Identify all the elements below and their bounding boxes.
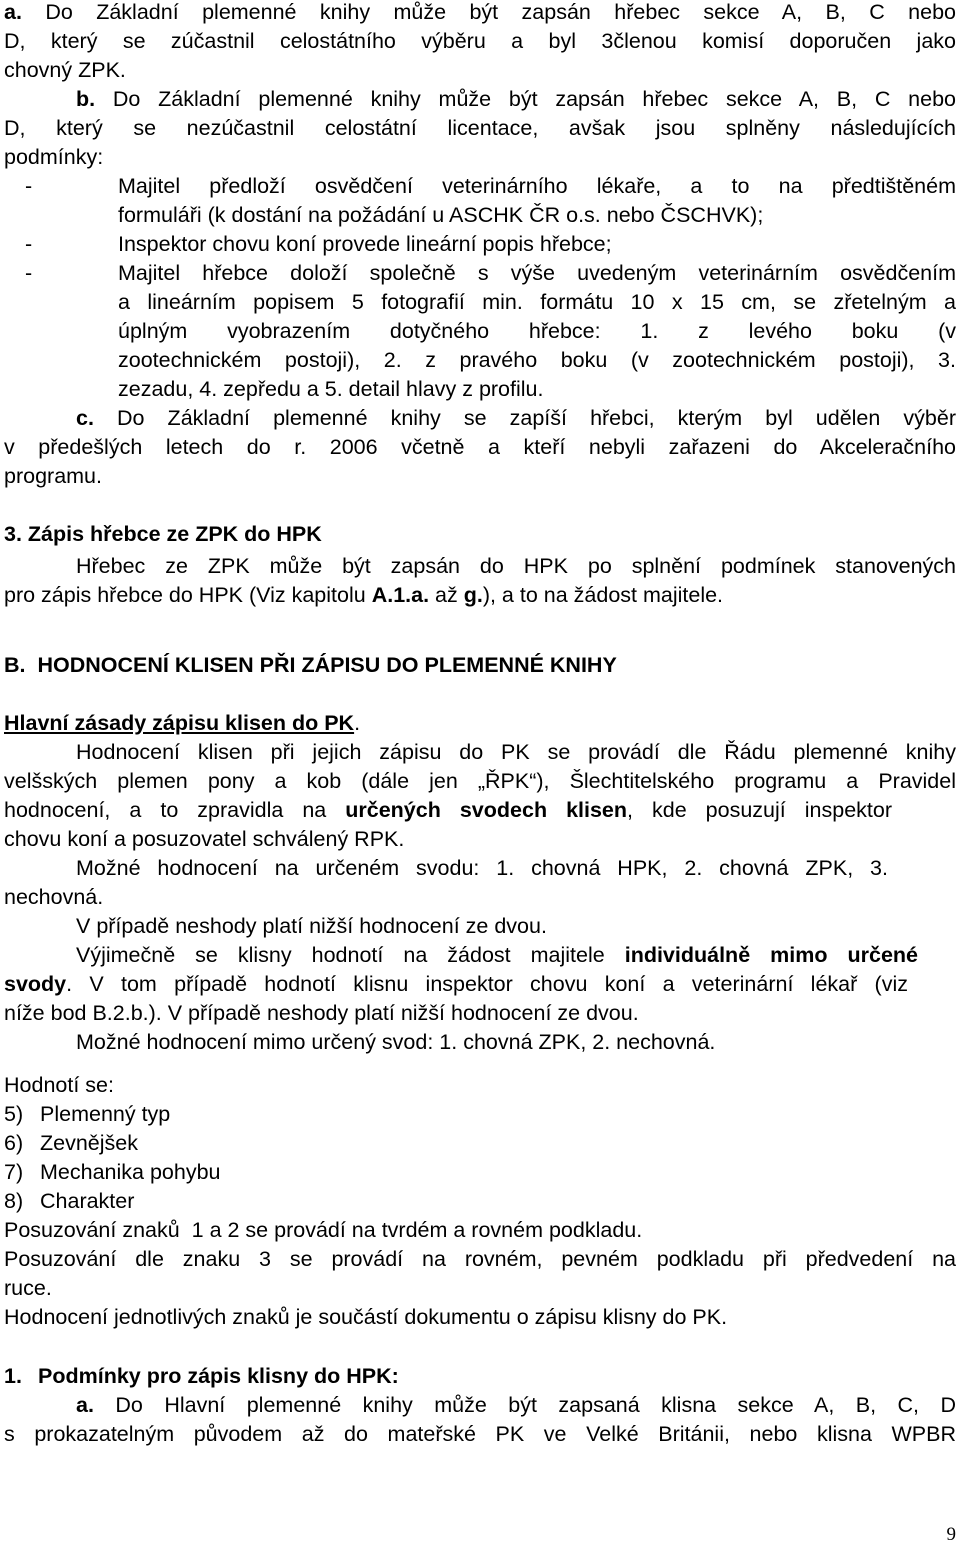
- page-number: 9: [946, 1524, 956, 1545]
- podminky-a-line-2: s prokazatelným původem až do mateřské PK ve Velké Británii, nebo klisna WPBR: [4, 1422, 956, 1446]
- hlavni-p4-line-3: níže bod B.2.b.). V případě neshody platí nižší hodnocení ze dvou.: [4, 1001, 639, 1025]
- podminky-heading: Podmínky pro zápis klisny do HPK:: [38, 1364, 399, 1388]
- zapis-line-2: pro zápis hřebce do HPK (Viz kapitolu A.1.a. až g.), a to na žádost majitele.: [4, 583, 724, 607]
- section-b-line-2: D, který se nezúčastnil celostátní licentace, avšak jsou splněny následujících: [4, 116, 956, 140]
- section-c-line-1: c. Do Základní plemenné knihy se zapíší hřebci, kterým byl udělen výběr: [76, 406, 956, 430]
- list-item-number: 6): [4, 1131, 24, 1155]
- hlavni-p1-line-2: velšských plemen pony a kob (dále jen „ŘPK“), Šlechtitelského programu a Pravidel: [4, 769, 956, 793]
- section-c-marker: c.: [76, 406, 94, 430]
- section-a-line-2: D, který se zúčastnil celostátního výběru a byl 3členou komisí doporučen jako: [4, 29, 956, 53]
- posuzovani-line-3: ruce.: [4, 1276, 52, 1300]
- list-item-3-line-2: a lineárním popisem 5 fotografií min. formátu 10 x 15 cm, se zřetelným a: [118, 290, 956, 314]
- list-dash: -: [25, 261, 33, 285]
- section-a-line-3: chovný ZPK.: [4, 58, 126, 82]
- list-item-1-line-2: formuláři (k dostání na požádání u ASCHK ČR o.s. nebo ČSCHVK);: [118, 203, 764, 227]
- hodnoceni-line: Hodnocení jednotlivých znaků je součástí dokumentu o zápisu klisny do PK.: [4, 1305, 728, 1329]
- list-item-label: Zevnějšek: [40, 1131, 138, 1155]
- hlavni-p4-line-2: svody. V tom případě hodnotí klisnu inspektor chovu koní a veterinární lékař (viz: [4, 972, 908, 996]
- section-b-line-3: podmínky:: [4, 145, 104, 169]
- hlavni-p2-line-1: Možné hodnocení na určeném svodu: 1. chovná HPK, 2. chovná ZPK, 3.: [76, 856, 888, 880]
- section-c-line-2: v předešlých letech do r. 2006 včetně a kteří nebyli zařazeni do Akceleračního: [4, 435, 956, 459]
- section-b-marker: b.: [76, 87, 96, 111]
- list-item-3-line-1: Majitel hřebce doloží společně s výše uvedeným veterinárním osvědčením: [118, 261, 956, 285]
- podminky-a-marker: a.: [76, 1393, 94, 1417]
- section-b-heading: B. HODNOCENÍ KLISEN PŘI ZÁPISU DO PLEMENNÉ KNIHY: [4, 653, 617, 677]
- list-item-2-line-1: Inspektor chovu koní provede lineární popis hřebce;: [118, 232, 612, 256]
- list-item-number: 8): [4, 1189, 24, 1213]
- zapis-line-1: Hřebec ze ZPK může být zapsán do HPK po splnění podmínek stanovených: [76, 554, 956, 578]
- hlavni-p4-line-1: Výjimečně se klisny hodnotí na žádost majitele individuálně mimo určené: [76, 943, 918, 967]
- hlavni-p1-line-3: hodnocení, a to zpravidla na určených svodech klisen, kde posuzují inspektor: [4, 798, 892, 822]
- hlavni-p3-line-1: V případě neshody platí nižší hodnocení ze dvou.: [76, 914, 547, 938]
- section-c-line-3: programu.: [4, 464, 102, 488]
- list-item-number: 5): [4, 1102, 24, 1126]
- section-a-line-1: a. Do Základní plemenné knihy může být zapsán hřebec sekce A, B, C nebo: [4, 0, 956, 24]
- section-a-marker: a.: [4, 0, 22, 24]
- list-dash: -: [25, 232, 33, 256]
- list-item-number: 7): [4, 1160, 24, 1184]
- podminky-heading-number: 1.: [4, 1364, 22, 1388]
- list-dash: -: [25, 174, 33, 198]
- hlavni-p5-line-1: Možné hodnocení mimo určený svod: 1. chovná ZPK, 2. nechovná.: [76, 1030, 716, 1054]
- hodnoti-intro: Hodnotí se:: [4, 1073, 114, 1097]
- zapis-heading: 3. Zápis hřebce ze ZPK do HPK: [4, 522, 322, 546]
- list-item-3-line-3: úplným vyobrazením dotyčného hřebce: 1. z levého boku (v: [118, 319, 956, 343]
- list-item-3-line-4: zootechnickém postoji), 2. z pravého boku (v zootechnickém postoji), 3.: [118, 348, 956, 372]
- list-item-1-line-1: Majitel předloží osvědčení veterinárního lékaře, a to na předtištěném: [118, 174, 956, 198]
- posuzovani-line-1: Posuzování znaků 1 a 2 se provádí na tvrdém a rovném podkladu.: [4, 1218, 643, 1242]
- list-item-3-line-5: zezadu, 4. zepředu a 5. detail hlavy z profilu.: [118, 377, 544, 401]
- section-b-line-1: b. Do Základní plemenné knihy může být zapsán hřebec sekce A, B, C nebo: [76, 87, 956, 111]
- hlavni-p2-line-2: nechovná.: [4, 885, 104, 909]
- hlavni-heading: Hlavní zásady zápisu klisen do PK.: [4, 711, 361, 735]
- hlavni-p1-line-1: Hodnocení klisen při jejich zápisu do PK se provádí dle Řádu plemenné knihy: [76, 740, 956, 764]
- list-item-label: Charakter: [40, 1189, 135, 1213]
- list-item-label: Plemenný typ: [40, 1102, 171, 1126]
- posuzovani-line-2: Posuzování dle znaku 3 se provádí na rovném, pevném podkladu při předvedení na: [4, 1247, 956, 1271]
- podminky-a-line-1: a. Do Hlavní plemenné knihy může být zapsaná klisna sekce A, B, C, D: [76, 1393, 956, 1417]
- list-item-label: Mechanika pohybu: [40, 1160, 221, 1184]
- hlavni-p1-line-4: chovu koní a posuzovatel schválený RPK.: [4, 827, 405, 851]
